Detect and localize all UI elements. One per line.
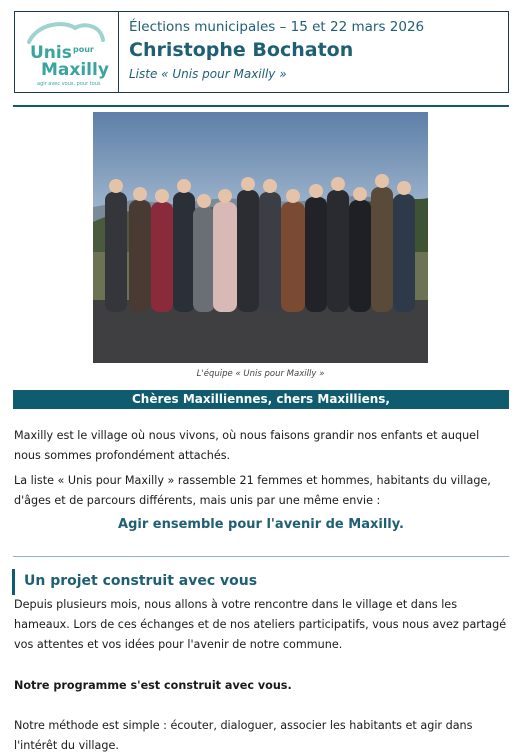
logo-graphic xyxy=(15,12,119,92)
photo-caption: L'équipe « Unis pour Maxilly » xyxy=(196,369,325,379)
candidate-name: Christophe Bochaton xyxy=(129,39,354,61)
section-title: Un projet construit avec vous xyxy=(24,573,258,589)
logo-arc xyxy=(29,24,103,42)
intro-paragraph-2: La liste « Unis pour Maxilly » rassemble 21 femmes et hommes, habitants du village, d'âges et de parcours différents, mais unis par une même envie : xyxy=(14,474,491,507)
greeting-banner: Chères Maxilliennes, chers Maxilliens, xyxy=(13,390,509,409)
section-paragraph-1: Depuis plusieurs mois, nous allons à votre rencontre dans le village et dans les hameaux. Lors de ces échanges et de nos ateliers participatifs, vous nous avez partagé vos attentes et vos idées pour l'avenir de notre commune. xyxy=(14,598,507,651)
section-accent-bar xyxy=(12,569,15,595)
header-text xyxy=(119,12,424,92)
section-paragraph-2: Notre programme s'est construit avec vous. xyxy=(14,679,292,692)
logo-tagline: agir avec vous, pour tous xyxy=(37,81,101,87)
header-box xyxy=(14,11,509,93)
logo-word-maxilly: Maxilly xyxy=(41,60,109,80)
logo-word-unis: Unis xyxy=(30,43,72,63)
list-name: Liste « Unis pour Maxilly » xyxy=(129,67,287,81)
section-paragraph-3: Notre méthode est simple : écouter, dialoguer, associer les habitants et agir dans l'intérêt du village. xyxy=(14,719,473,752)
header-divider xyxy=(13,105,509,107)
section-divider xyxy=(13,556,509,557)
team-photo-illustration xyxy=(93,112,428,363)
slogan: Agir ensemble pour l'avenir de Maxilly. xyxy=(118,517,404,532)
team-photo xyxy=(93,112,428,363)
election-dates: Élections municipales – 15 et 22 mars 2026 xyxy=(129,19,425,35)
intro-paragraph-1: Maxilly est le village où nous vivons, où nous faisons grandir nos enfants et auquel nous sommes profondément attachés. xyxy=(14,429,480,462)
logo-word-pour: pour xyxy=(73,45,94,54)
logo xyxy=(15,12,119,92)
